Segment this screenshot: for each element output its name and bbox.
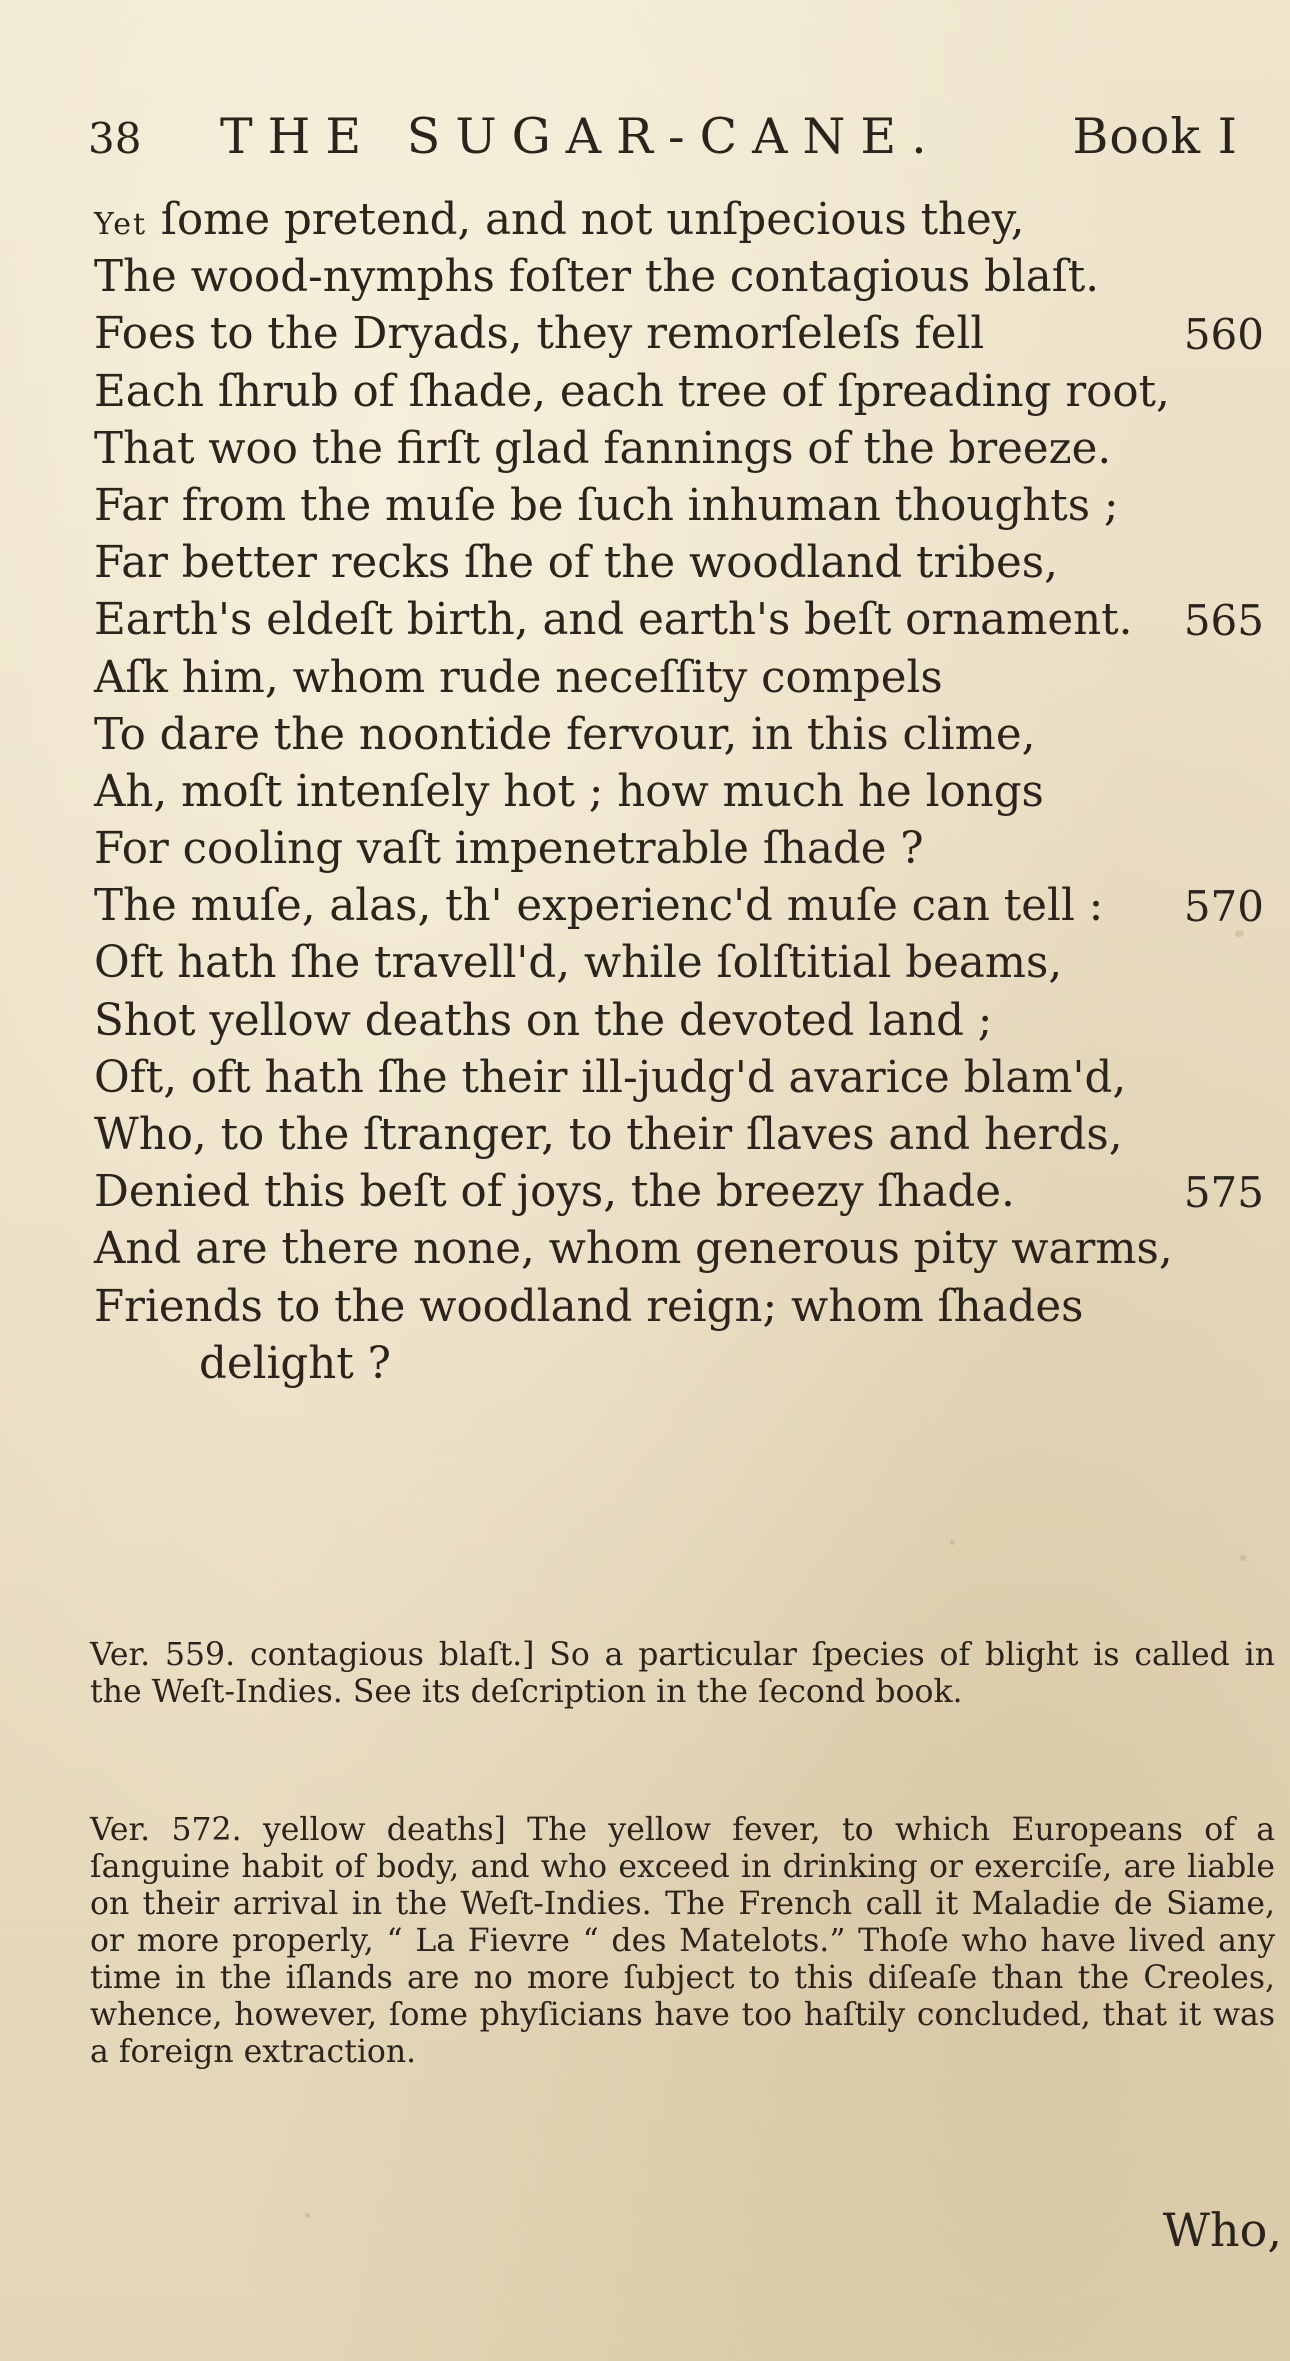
paper-foxing-spot xyxy=(305,2213,310,2218)
verse-line xyxy=(94,821,1264,878)
verse-line-text: The muſe, alas, th' experienc'd muſe can tell : xyxy=(94,881,1104,932)
verse-line xyxy=(94,1107,1264,1164)
verse-line xyxy=(94,1164,1264,1221)
paper-foxing-spot xyxy=(950,1540,955,1545)
verse-line-text: ſome pretend, and not unſpecious they, xyxy=(147,195,1025,245)
verse-line-text: Oft hath ſhe travell'd, while ſolſtitial beams, xyxy=(94,938,1063,989)
page-number: 38 xyxy=(88,114,142,163)
verse-line-continuation xyxy=(94,1336,1264,1393)
verse-line xyxy=(94,993,1264,1050)
verse-line-text: Denied this beſt of joys, the breezy ſhade. xyxy=(94,1167,1015,1218)
verse-line-text: Oft, oft hath ſhe their ill-judg'd avarice blam'd, xyxy=(94,1052,1127,1103)
catchword: Who, xyxy=(1162,2203,1282,2257)
verse-line-text: Far from the muſe be ſuch inhuman thoughts ; xyxy=(94,480,1119,531)
verse-line-text: Who, to the ſtranger, to their ſlaves and herds, xyxy=(94,1110,1123,1160)
poem-verse xyxy=(94,192,1264,1393)
verse-line-text: And are there none, whom generous pity warms, xyxy=(94,1224,1173,1275)
small-caps-opening: Yet xyxy=(94,207,148,242)
page-header xyxy=(88,108,1238,168)
verse-line xyxy=(94,878,1264,935)
verse-line xyxy=(94,535,1264,592)
verse-line xyxy=(94,935,1264,992)
verse-line xyxy=(94,1221,1264,1278)
running-title: THE SUGAR-CANE. xyxy=(220,108,942,165)
verse-line-text: Earth's eldeſt birth, and earth's beſt ornament. xyxy=(94,595,1133,646)
verse-line xyxy=(94,650,1264,707)
paper-foxing-spot xyxy=(1235,930,1244,937)
verse-line xyxy=(94,192,1264,249)
book-label: Book I xyxy=(1072,108,1238,165)
verse-line-text: Friends to the woodland reign; whom ſhades xyxy=(94,1281,1084,1332)
verse-line xyxy=(94,764,1264,821)
footnote: Ver. 559. contagious blaſt.] So a particular ſpecies of blight is called in the Weſt-Indies. See its deſcription in the ſecond book. xyxy=(90,1637,1275,1710)
verse-line xyxy=(94,1050,1264,1107)
verse-line xyxy=(94,478,1264,535)
paper-foxing-spot xyxy=(1240,1555,1246,1561)
verse-line-text: To dare the noontide fervour, in this clime, xyxy=(94,709,1036,760)
line-number: 575 xyxy=(1183,1168,1264,1218)
verse-line-text: Aſk him, whom rude neceſſity compels xyxy=(94,652,943,703)
verse-line-text: Shot yellow deaths on the devoted land ; xyxy=(94,995,993,1046)
verse-line xyxy=(94,1279,1264,1336)
verse-line-text: That woo the firſt glad fannings of the breeze. xyxy=(94,423,1112,474)
verse-line-text: For cooling vaſt impenetrable ſhade ? xyxy=(94,824,924,875)
verse-line-text: delight ? xyxy=(199,1338,391,1389)
verse-line xyxy=(94,421,1264,478)
verse-line-text: Each ſhrub of ſhade, each tree of ſpreading root, xyxy=(94,366,1170,417)
verse-line-text: Far better recks ſhe of the woodland tribes, xyxy=(94,538,1058,589)
line-number: 560 xyxy=(1183,310,1264,360)
verse-line xyxy=(94,707,1264,764)
verse-line-text: Foes to the Dryads, they remorſeleſs fell xyxy=(94,309,985,360)
verse-line xyxy=(94,306,1264,363)
verse-line-text: The wood-nymphs foſter the contagious blaſt. xyxy=(94,252,1100,303)
line-number: 570 xyxy=(1183,882,1264,932)
verse-line xyxy=(94,592,1264,649)
verse-line-text: Ah, moſt intenſely hot ; how much he longs xyxy=(94,766,1044,817)
footnote: Ver. 572. yellow deaths] The yellow fever, to which Europeans of a ſanguine habit of body, and who exceed in drinking or exerciſe, are liable on their arrival in the Weſt-Indies. The French call it Maladie de Siame, or more properly, “ La Fievre “ des Matelots.” Thoſe who have lived any time in the iſlands are no more ſubject to this diſeaſe than the Creoles, whence, however, ſome phyſicians have too haſtily concluded, that it was a foreign extraction. xyxy=(90,1812,1275,2070)
verse-line xyxy=(94,249,1264,306)
line-number: 565 xyxy=(1183,596,1264,646)
verse-line xyxy=(94,364,1264,421)
